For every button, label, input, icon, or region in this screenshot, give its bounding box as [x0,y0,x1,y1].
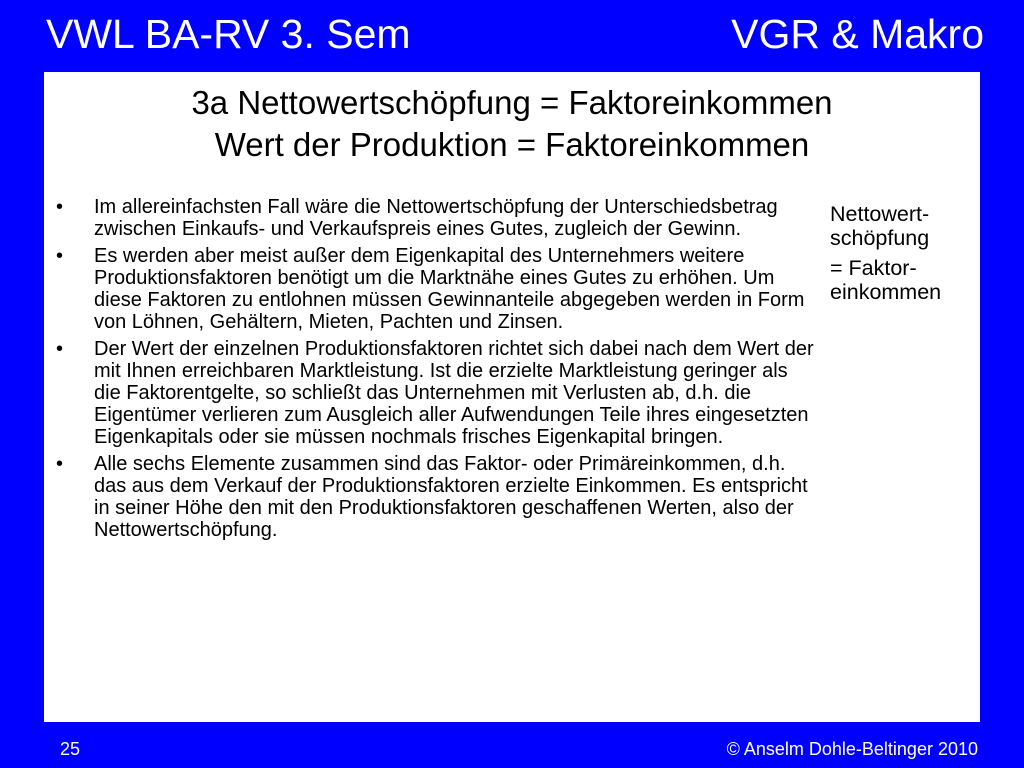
slide-content-panel [44,72,980,722]
slide-title-line-1: 3a Nettowertschöpfung = Faktoreinkommen [191,84,833,121]
bullet-dot-icon: • [56,196,64,218]
bullet-dot-icon: • [56,245,64,267]
side-note [830,202,980,310]
bullet-item [44,453,814,541]
bullet-dot-icon: • [56,338,64,360]
slide-title [44,82,980,166]
bullet-text: Alle sechs Elemente zusammen sind das Faktor- oder Primäreinkommen, d.h. das aus dem Verkauf der Produktionsfaktoren erzielte Einkommen. Es entspricht in seiner Höhe den mit den Produktionsfaktoren geschaffenen Werten, also der Nettowertschöpfung. [94,453,808,541]
bullet-list [44,196,814,546]
bullet-item [44,196,814,240]
header-topic-title: VGR & Makro [731,11,984,57]
bullet-text: Der Wert der einzelnen Produktionsfaktoren richtet sich dabei nach dem Wert der mit Ihnen erreichbaren Marktleistung. Ist die erzielte Marktleistung geringer als die Faktorentgelte, so schließt das Unternehmen mit Verlusten ab, d.h. die Eigentümer verlieren zum Ausgleich aller Aufwendungen Teile ihres eingesetzten Eigenkapitals oder sie müssen nochmals frisches Eigenkapital bringen. [94,338,814,448]
bullet-item [44,338,814,448]
bullet-text: Es werden aber meist außer dem Eigenkapital des Unternehmers weitere Produktionsfaktoren benötigt um die Marktnähe eines Gutes zu erhöhen. Um diese Faktoren zu entlohnen müssen Gewinnanteile abgegeben werden in Form von Löhnen, Gehältern, Mieten, Pachten und Zinsen. [94,245,805,333]
side-note-line-1: Nettowert- schöpfung [830,202,930,250]
slide-title-line-2: Wert der Produktion = Faktoreinkommen [214,126,810,163]
copyright-notice: © Anselm Dohle-Beltinger 2010 [726,739,978,759]
bullet-item [44,245,814,333]
header-course-title: VWL BA-RV 3. Sem [46,11,411,57]
bullet-text: Im allereinfachsten Fall wäre die Nettowertschöpfung der Unterschiedsbetrag zwischen Einkaufs- und Verkaufspreis eines Gutes, zugleich der Gewinn. [94,196,778,240]
side-note-line-2: = Faktor- einkommen [830,256,942,304]
page-number: 25 [60,739,81,759]
bullet-dot-icon: • [56,453,64,475]
